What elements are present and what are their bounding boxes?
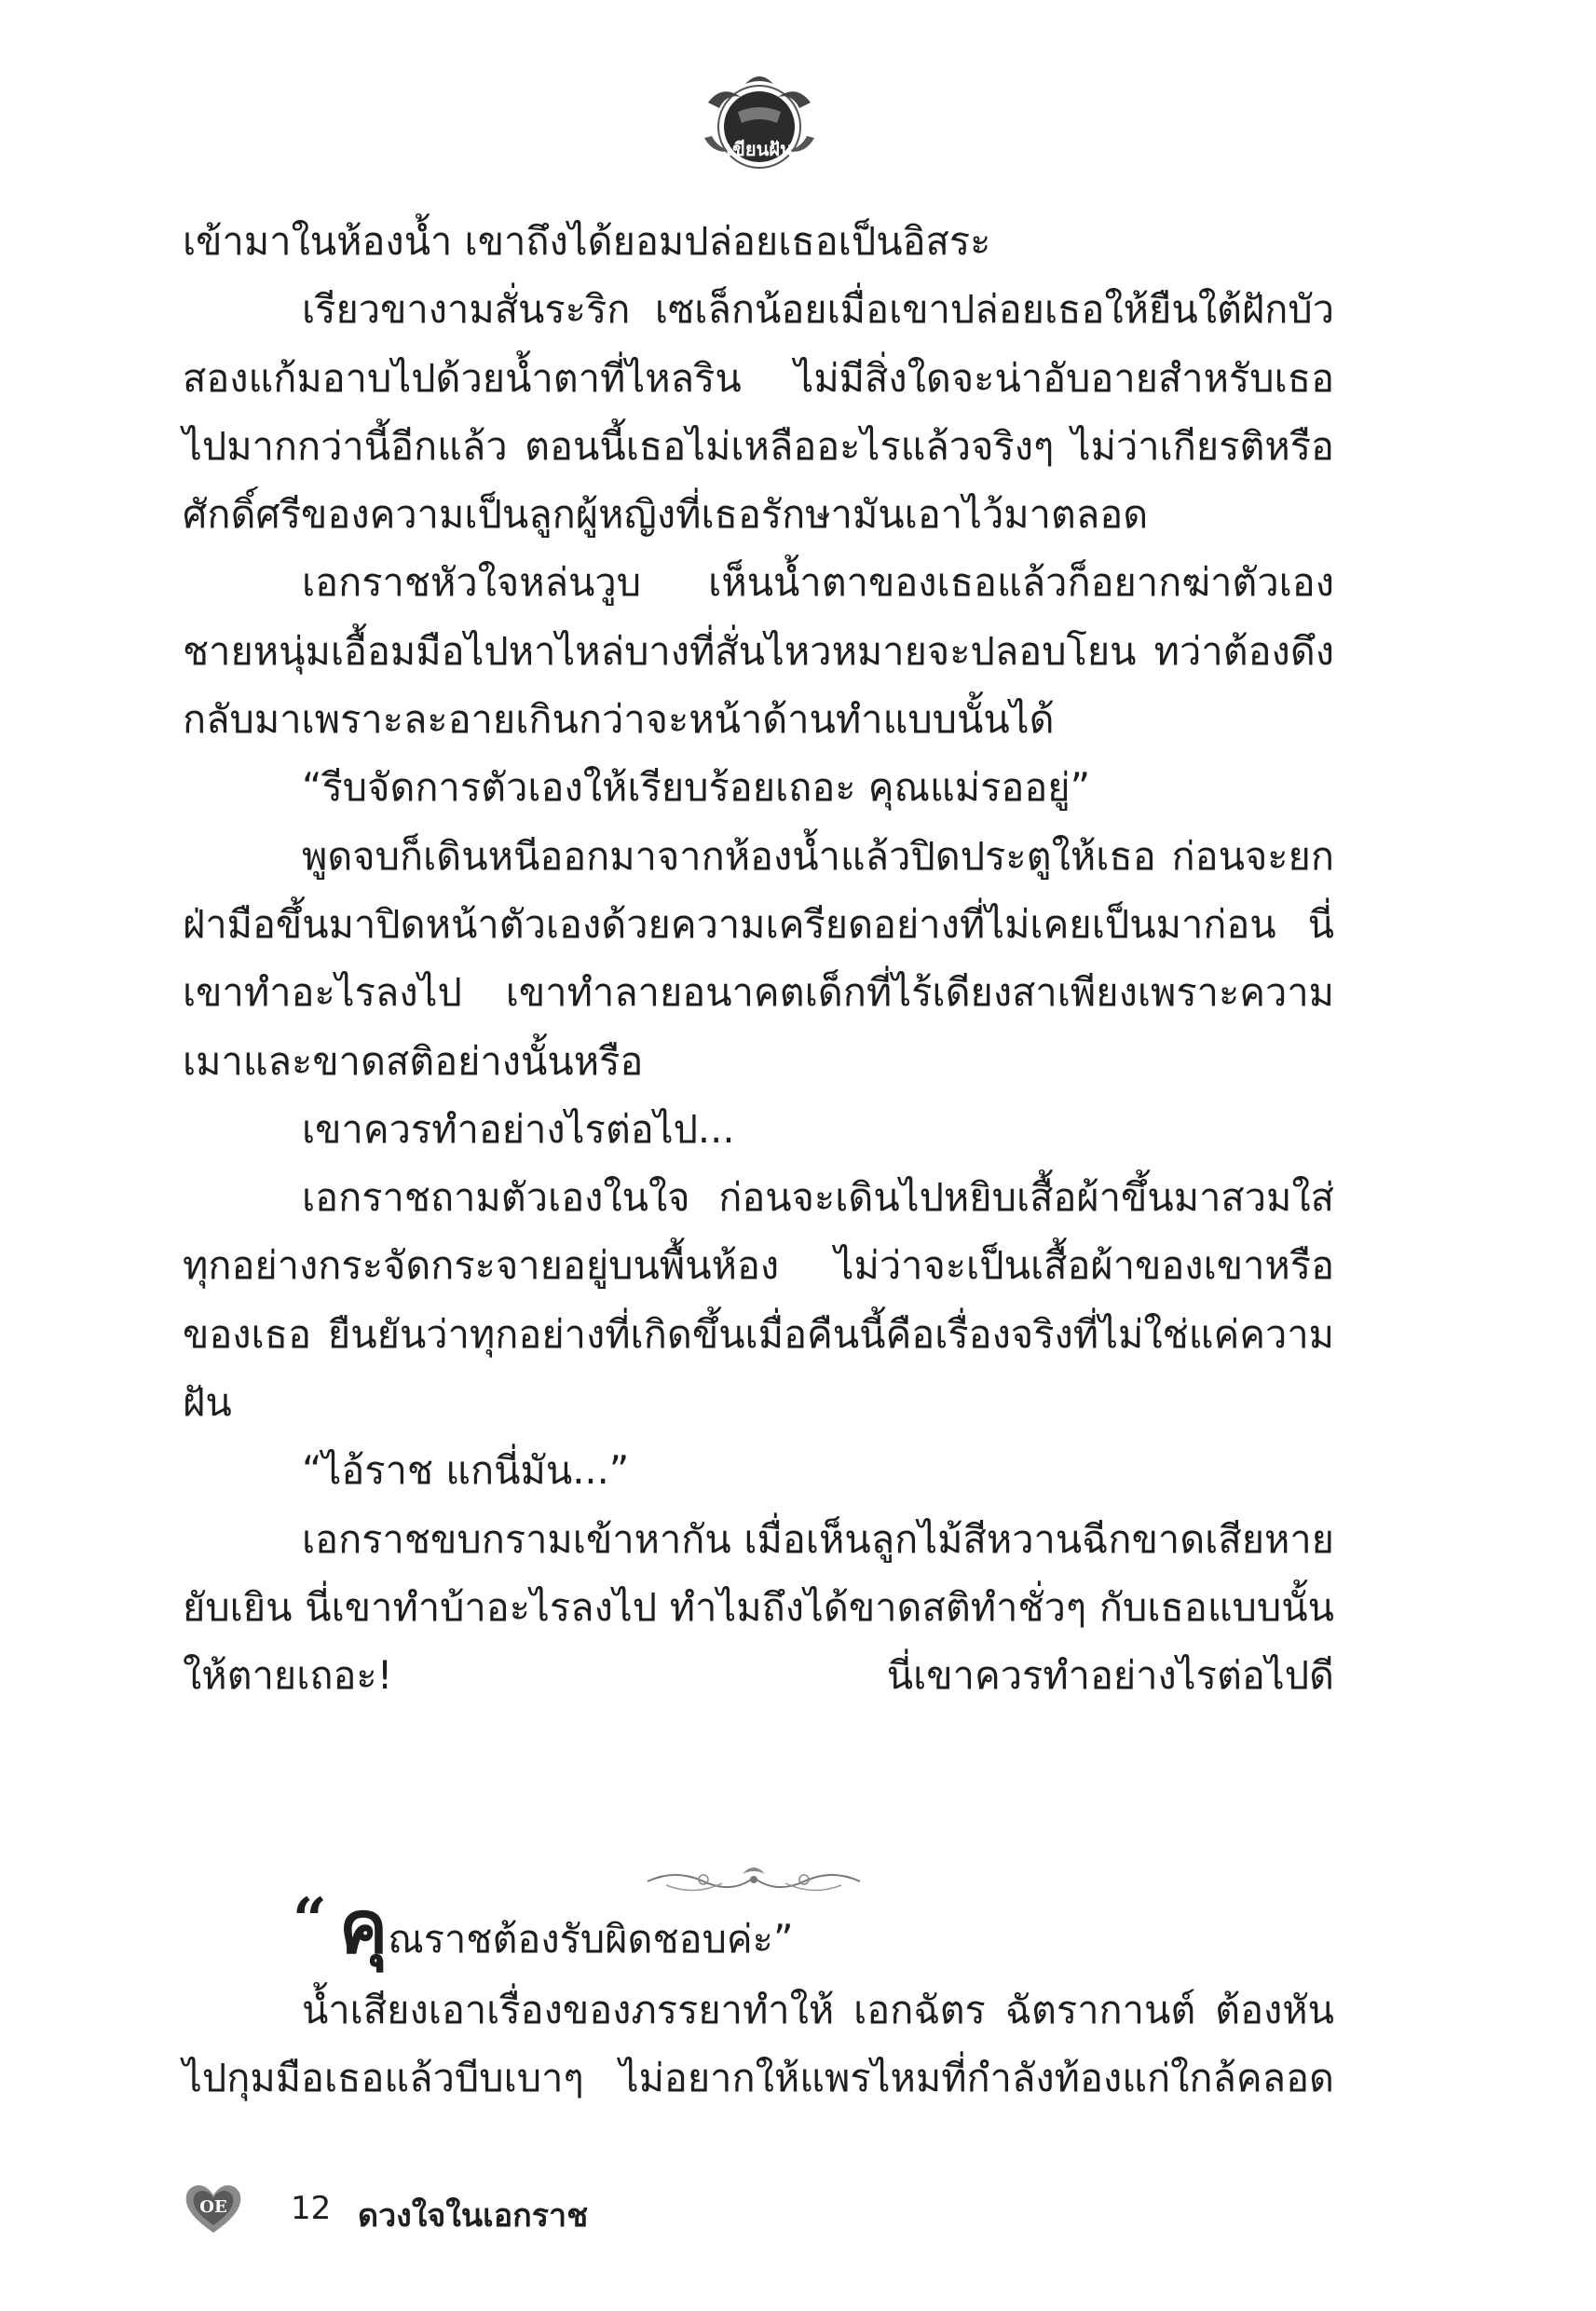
publisher-logo bbox=[689, 65, 829, 175]
paragraph: “ไอ้ราช แกนี่มัน...” bbox=[302, 1447, 630, 1494]
publisher-logo-text: เขียนฝัน bbox=[726, 138, 793, 160]
heart-emblem-icon bbox=[183, 2181, 244, 2235]
paragraph: น้ำเสียงเอาเรื่องของภรรยาทำให้ เอกฉัตร ฉัตรากานต์ ต้องหันไปกุมมือเธอแล้วบีบเบาๆ ไม่อยากให้แพรไหมที่กำลังท้องแก่ใกล้คลอด bbox=[183, 1987, 1334, 2101]
paragraph: เอกราชหัวใจหล่นวูบ เห็นน้ำตาของเธอแล้วก็อยากฆ่าตัวเอง ชายหนุ่มเอื้อมมือไปหาไหล่บางที่สั่นไหวหมายจะปลอบโยน ทว่าต้องดึงกลับมาเพราะละอายเกินกว่าจะหน้าด้านทำแบบนั้นได้ bbox=[183, 559, 1334, 743]
section-two bbox=[183, 1885, 1334, 2113]
dropcap-line bbox=[183, 1885, 1334, 1976]
paragraph: เรียวขางามสั่นระริก เซเล็กน้อยเมื่อเขาปล่อยเธอให้ยืนใต้ฝักบัว สองแก้มอาบไปด้วยน้ำตาที่ไหลริน ไม่มีสิ่งใดจะน่าอับอายสำหรับเธอไปมากกว่านี้อีกแล้ว ตอนนี้เธอไม่เหลืออะไรแล้วจริงๆ ไม่ว่าเกียรติหรือศักดิ์ศรีของความเป็นลูกผู้หญิงที่เธอรักษามันเอาไว้มาตลอด bbox=[183, 286, 1334, 538]
page-footer bbox=[183, 2181, 835, 2236]
paragraph: เอกราชถามตัวเองในใจ ก่อนจะเดินไปหยิบเสื้อผ้าขึ้นมาสวมใส่ ทุกอย่างกระจัดกระจายอยู่บนพื้นห้อง ไม่ว่าจะเป็นเสื้อผ้าของเขาหรือของเธอ ยืนยันว่าทุกอย่างที่เกิดขึ้นเมื่อคืนนี้คือเรื่องจริงที่ไม่ใช่แค่ความฝัน bbox=[183, 1174, 1334, 1426]
body-text bbox=[183, 207, 1334, 1710]
paragraph: “รีบจัดการตัวเองให้เรียบร้อยเถอะ คุณแม่รออยู่” bbox=[302, 764, 1091, 811]
first-line-text: ณราชต้องรับผิดชอบค่ะ” bbox=[388, 1916, 794, 1962]
book-title: ดวงใจในเอกราช bbox=[358, 2197, 589, 2235]
paragraph: พูดจบก็เดินหนีออกมาจากห้องน้ำแล้วปิดประตูให้เธอ ก่อนจะยกฝ่ามือขึ้นมาปิดหน้าตัวเองด้วยความเครียดอย่างที่ไม่เคยเป็นมาก่อน นี่เขาทำอะไรลงไป เขาทำลายอนาคตเด็กที่ไร้เดียงสาเพียงเพราะความเมาและขาดสติอย่างนั้นหรือ bbox=[183, 832, 1334, 1084]
svg-text:OE: OE bbox=[199, 2197, 227, 2217]
paragraph: เข้ามาในห้องน้ำ เขาถึงได้ยอมปล่อยเธอเป็นอิสระ bbox=[183, 218, 991, 264]
paragraph: เขาควรทำอย่างไรต่อไป... bbox=[302, 1105, 735, 1152]
drop-cap: คุ bbox=[339, 1886, 389, 1970]
page-number: 12 bbox=[291, 2190, 332, 2227]
paragraph: เอกราชขบกรามเข้าหากัน เมื่อเห็นลูกไม้สีหวานฉีกขาดเสียหายยับเยิน นี่เขาทำบ้าอะไรลงไป ทำไมถึงได้ขาดสติทำชั่วๆ กับเธอแบบนั้นให้ตายเถอะ! นี่เขาควรทำอย่างไรต่อไปดี bbox=[183, 1515, 1334, 1699]
opening-quote-mark: “ bbox=[293, 1885, 327, 1955]
